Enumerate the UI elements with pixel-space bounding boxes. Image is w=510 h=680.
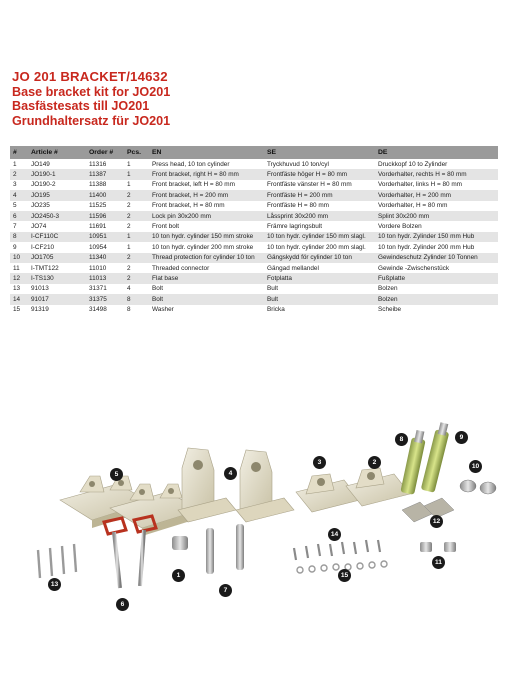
thread-protection-10 bbox=[460, 480, 496, 494]
callout-10: 10 bbox=[469, 460, 482, 473]
row-number: 14 bbox=[10, 294, 28, 304]
row-order: 11525 bbox=[86, 201, 124, 211]
callout-11: 11 bbox=[432, 556, 445, 569]
row-se: Tryckhuvud 10 ton/cyl bbox=[264, 159, 375, 169]
row-order: 31371 bbox=[86, 284, 124, 294]
row-number: 7 bbox=[10, 221, 28, 231]
row-pcs: 1 bbox=[124, 180, 149, 190]
row-number: 9 bbox=[10, 242, 28, 252]
hydraulic-cylinder-9 bbox=[421, 422, 450, 493]
row-order: 11691 bbox=[86, 221, 124, 231]
callout-3: 3 bbox=[313, 456, 326, 469]
row-en: 10 ton hydr. cylinder 200 mm stroke bbox=[149, 242, 264, 252]
row-de: Bolzen bbox=[375, 284, 498, 294]
row-number: 15 bbox=[10, 305, 28, 315]
row-pcs: 2 bbox=[124, 190, 149, 200]
row-en: Bolt bbox=[149, 284, 264, 294]
row-article: JO1705 bbox=[28, 253, 86, 263]
row-number: 12 bbox=[10, 273, 28, 283]
row-order: 11010 bbox=[86, 263, 124, 273]
row-se: 10 ton hydr. cylinder 200 mm slagl. bbox=[264, 242, 375, 252]
row-pcs: 1 bbox=[124, 232, 149, 242]
table-row bbox=[10, 232, 498, 242]
col-se: SE bbox=[264, 146, 375, 159]
row-article: JO195 bbox=[28, 190, 86, 200]
row-de: Vorderhalter, links H = 80 mm bbox=[375, 180, 498, 190]
row-en: Front bracket, H = 80 mm bbox=[149, 201, 264, 211]
title-block bbox=[12, 70, 170, 128]
row-order: 11400 bbox=[86, 190, 124, 200]
row-en: Front bracket, right H = 80 mm bbox=[149, 169, 264, 179]
row-number: 2 bbox=[10, 169, 28, 179]
row-en: Front bracket, H = 200 mm bbox=[149, 190, 264, 200]
row-article: 91013 bbox=[28, 284, 86, 294]
col-en: EN bbox=[149, 146, 264, 159]
row-pcs: 4 bbox=[124, 284, 149, 294]
subtitle-se: Basfästesats till JO201 bbox=[12, 99, 150, 113]
row-order: 11388 bbox=[86, 180, 124, 190]
press-head-1 bbox=[172, 536, 188, 550]
flat-base-12 bbox=[402, 498, 454, 522]
bolts-14 bbox=[294, 540, 380, 560]
row-pcs: 2 bbox=[124, 201, 149, 211]
row-number: 4 bbox=[10, 190, 28, 200]
row-en: 10 ton hydr. cylinder 150 mm stroke bbox=[149, 232, 264, 242]
callout-1: 1 bbox=[172, 569, 185, 582]
row-pcs: 1 bbox=[124, 242, 149, 252]
row-pcs: 8 bbox=[124, 305, 149, 315]
row-article: I-TS130 bbox=[28, 273, 86, 283]
col-order: Order # bbox=[86, 146, 124, 159]
row-de: Vorderhalter, rechts H = 80 mm bbox=[375, 169, 498, 179]
table-row bbox=[10, 263, 498, 273]
callout-15: 15 bbox=[338, 569, 351, 582]
row-order: 31375 bbox=[86, 294, 124, 304]
callout-5: 5 bbox=[110, 468, 123, 481]
front-bolts-7 bbox=[206, 524, 244, 574]
row-de: 10 ton hydr. Zylinder 150 mm Hub bbox=[375, 232, 498, 242]
table-row bbox=[10, 221, 498, 231]
row-pcs: 1 bbox=[124, 169, 149, 179]
row-se: Främre lagringsbult bbox=[264, 221, 375, 231]
row-se: Bult bbox=[264, 294, 375, 304]
row-pcs: 8 bbox=[124, 294, 149, 304]
callout-13: 13 bbox=[48, 578, 61, 591]
parts-photo bbox=[0, 410, 510, 650]
callout-2: 2 bbox=[368, 456, 381, 469]
row-number: 13 bbox=[10, 284, 28, 294]
row-article: 91319 bbox=[28, 305, 86, 315]
callout-12: 12 bbox=[430, 515, 443, 528]
row-de: Scheibe bbox=[375, 305, 498, 315]
row-en: Bolt bbox=[149, 294, 264, 304]
row-number: 5 bbox=[10, 201, 28, 211]
row-se: Fotplatta bbox=[264, 273, 375, 283]
table-row bbox=[10, 180, 498, 190]
front-bracket-200mm-4 bbox=[178, 448, 294, 522]
row-number: 3 bbox=[10, 180, 28, 190]
callout-4: 4 bbox=[224, 467, 237, 480]
subtitle-de: Grundhaltersatz für JO201 bbox=[12, 113, 171, 128]
row-de: Vorderhalter, H = 200 mm bbox=[375, 190, 498, 200]
table-row bbox=[10, 159, 498, 169]
row-article: JO190-1 bbox=[28, 169, 86, 179]
table-row bbox=[10, 273, 498, 283]
row-se: 10 ton hydr. cylinder 150 mm slagl. bbox=[264, 232, 375, 242]
row-de: Bolzen bbox=[375, 294, 498, 304]
callout-6: 6 bbox=[116, 598, 129, 611]
table-row bbox=[10, 242, 498, 252]
table-body bbox=[10, 159, 498, 315]
row-se: Låssprint 30x200 mm bbox=[264, 211, 375, 221]
row-en: Washer bbox=[149, 305, 264, 315]
row-pcs: 2 bbox=[124, 221, 149, 231]
front-bracket-80mm-5 bbox=[60, 476, 200, 536]
row-article: I-CF210 bbox=[28, 242, 86, 252]
subtitle-en: Base bracket kit for JO201 bbox=[12, 84, 171, 99]
row-de: Splint 30x200 mm bbox=[375, 211, 498, 221]
front-bracket-left-3 bbox=[296, 474, 360, 512]
row-se: Gängad mellandel bbox=[264, 263, 375, 273]
row-article: JO235 bbox=[28, 201, 86, 211]
row-de: Fußplatte bbox=[375, 273, 498, 283]
row-se: Frontfäste höger H = 80 mm bbox=[264, 169, 375, 179]
table-header-row bbox=[10, 146, 498, 159]
row-pcs: 2 bbox=[124, 211, 149, 221]
row-se: Bricka bbox=[264, 305, 375, 315]
row-order: 11596 bbox=[86, 211, 124, 221]
row-order: 31498 bbox=[86, 305, 124, 315]
row-en: Flat base bbox=[149, 273, 264, 283]
row-se: Frontfäste vänster H = 80 mm bbox=[264, 180, 375, 190]
table-row bbox=[10, 190, 498, 200]
row-en: Threaded connector bbox=[149, 263, 264, 273]
callout-14: 14 bbox=[328, 528, 341, 541]
callout-7: 7 bbox=[219, 584, 232, 597]
threaded-connector-11 bbox=[420, 542, 456, 552]
row-number: 1 bbox=[10, 159, 28, 169]
table-row bbox=[10, 294, 498, 304]
long-bolts-13 bbox=[38, 544, 76, 578]
row-de: Vorderhalter, H = 80 mm bbox=[375, 201, 498, 211]
row-pcs: 1 bbox=[124, 159, 149, 169]
row-article: I-CF110C bbox=[28, 232, 86, 242]
table-row bbox=[10, 284, 498, 294]
table-row bbox=[10, 201, 498, 211]
parts-table bbox=[10, 146, 498, 315]
row-se: Bult bbox=[264, 284, 375, 294]
row-se: Gängskydd för cylinder 10 ton bbox=[264, 253, 375, 263]
row-article: JO190-2 bbox=[28, 180, 86, 190]
col-number: # bbox=[10, 146, 28, 159]
row-article: I-TMT122 bbox=[28, 263, 86, 273]
row-se: Frontfäste H = 80 mm bbox=[264, 201, 375, 211]
row-de: Vordere Bolzen bbox=[375, 221, 498, 231]
table-row bbox=[10, 305, 498, 315]
table-row bbox=[10, 211, 498, 221]
col-article: Article # bbox=[28, 146, 86, 159]
row-order: 11387 bbox=[86, 169, 124, 179]
row-article: JO149 bbox=[28, 159, 86, 169]
row-number: 8 bbox=[10, 232, 28, 242]
row-en: Lock pin 30x200 mm bbox=[149, 211, 264, 221]
row-number: 6 bbox=[10, 211, 28, 221]
row-order: 10954 bbox=[86, 242, 124, 252]
table-row bbox=[10, 253, 498, 263]
callout-8: 8 bbox=[395, 433, 408, 446]
product-title: JO 201 BRACKET/14632 bbox=[12, 69, 168, 84]
row-se: Frontfäste H = 200 mm bbox=[264, 190, 375, 200]
row-de: 10 ton hydr. Zylinder 200 mm Hub bbox=[375, 242, 498, 252]
row-order: 11316 bbox=[86, 159, 124, 169]
row-article: JO2450-3 bbox=[28, 211, 86, 221]
row-pcs: 2 bbox=[124, 253, 149, 263]
row-pcs: 2 bbox=[124, 273, 149, 283]
row-number: 11 bbox=[10, 263, 28, 273]
row-en: Front bracket, left H = 80 mm bbox=[149, 180, 264, 190]
row-de: Gewindeschutz Zylinder 10 Tonnen bbox=[375, 253, 498, 263]
row-order: 11013 bbox=[86, 273, 124, 283]
col-pcs: Pcs. bbox=[124, 146, 149, 159]
row-article: JO74 bbox=[28, 221, 86, 231]
row-en: Thread protection for cylinder 10 ton bbox=[149, 253, 264, 263]
row-order: 10951 bbox=[86, 232, 124, 242]
row-de: Gewinde -Zwischenstück bbox=[375, 263, 498, 273]
row-number: 10 bbox=[10, 253, 28, 263]
row-en: Front bolt bbox=[149, 221, 264, 231]
callout-9: 9 bbox=[455, 431, 468, 444]
row-en: Press head, 10 ton cylinder bbox=[149, 159, 264, 169]
row-de: Druckkopf 10 to Zylinder bbox=[375, 159, 498, 169]
row-article: 91017 bbox=[28, 294, 86, 304]
table-row bbox=[10, 169, 498, 179]
col-de: DE bbox=[375, 146, 498, 159]
row-pcs: 2 bbox=[124, 263, 149, 273]
row-order: 11340 bbox=[86, 253, 124, 263]
